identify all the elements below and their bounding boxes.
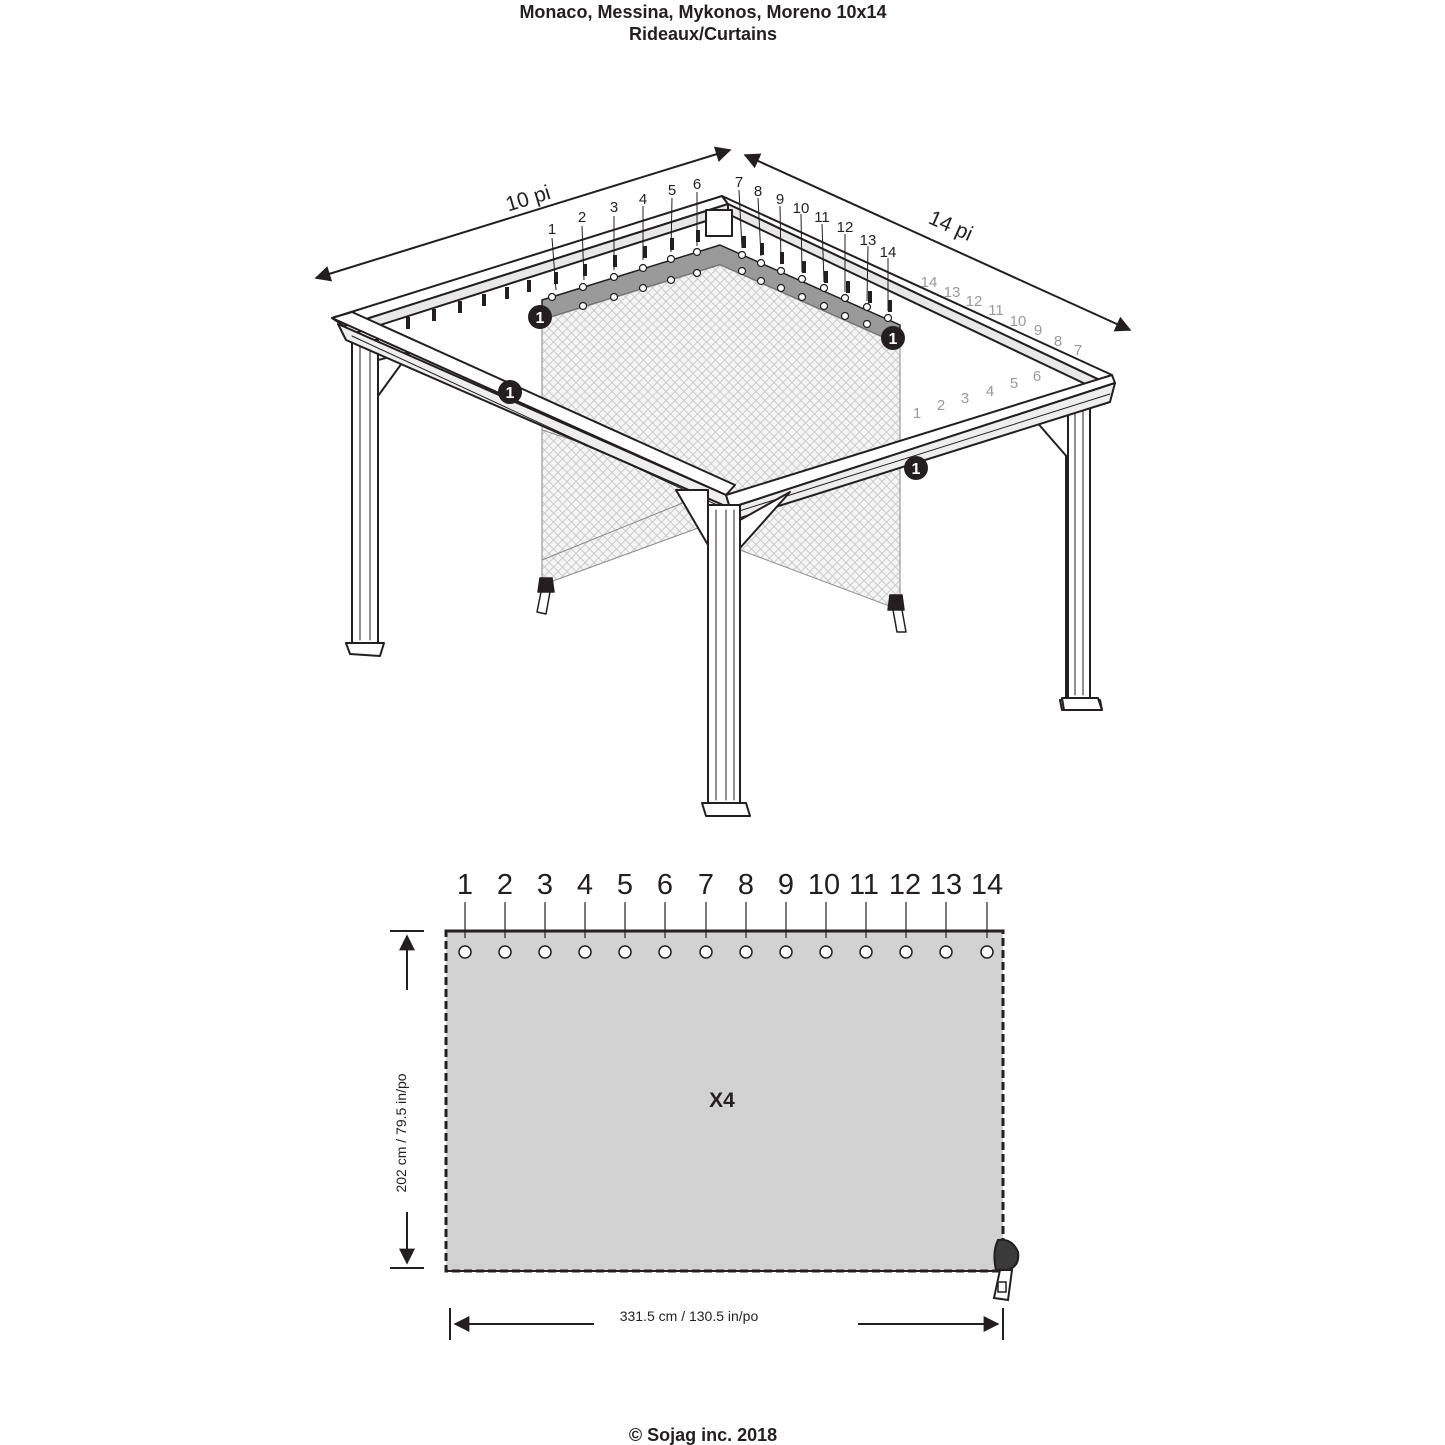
grommet-number: 1: [456, 869, 474, 901]
grommet-number: 4: [576, 869, 594, 901]
grommet-number: 3: [536, 869, 554, 901]
svg-text:1: 1: [888, 331, 898, 348]
panel-zipper: [994, 1240, 1018, 1300]
far-hook-number: 7: [1073, 342, 1083, 359]
panel-height-label: 202 cm / 79.5 in/po: [393, 1073, 409, 1193]
left-post: [346, 340, 410, 656]
hook-number: 12: [836, 219, 854, 236]
svg-text:1: 1: [505, 385, 515, 402]
hook-number: 10: [792, 200, 810, 217]
callout-1-left-beam: [498, 380, 522, 404]
far-hook-number: 3: [960, 390, 970, 407]
hook-number: 6: [692, 176, 702, 193]
grommet-number: 11: [848, 869, 880, 901]
hook-number: 3: [609, 199, 619, 216]
grommet-number: 7: [697, 869, 715, 901]
far-hook-number: 11: [988, 302, 1004, 319]
hook-number: 7: [734, 174, 744, 191]
hook-number: 13: [859, 232, 877, 249]
grommet-number: 6: [656, 869, 674, 901]
callout-1-right-top: [881, 326, 905, 350]
hook-number: 1: [547, 221, 557, 238]
curtain-zipper-left: [537, 578, 554, 614]
grommet-number: 9: [777, 869, 795, 901]
far-hook-number: 10: [1009, 313, 1027, 330]
width-dimension-label: 10 pi: [502, 181, 554, 217]
grommet-number: 14: [970, 869, 1004, 901]
grommet-number: 8: [737, 869, 755, 901]
curtain-zipper-right: [888, 595, 906, 632]
far-hook-number: 8: [1053, 333, 1063, 350]
hook-number: 8: [753, 183, 763, 200]
grommet-number: 13: [929, 869, 963, 901]
far-hook-number: 14: [920, 274, 938, 291]
grommet-number: 5: [616, 869, 634, 901]
far-hook-number: 13: [943, 284, 961, 301]
grommet-number: 2: [496, 869, 514, 901]
far-hook-number: 9: [1033, 322, 1043, 339]
far-hook-number: 1: [912, 405, 922, 422]
hook-number: 9: [775, 191, 785, 208]
grommet-number: 10: [807, 869, 841, 901]
svg-text:1: 1: [911, 461, 921, 478]
title-line-1: Monaco, Messina, Mykonos, Moreno 10x14: [519, 2, 887, 22]
panel-width-label: 331.5 cm / 130.5 in/po: [619, 1308, 759, 1324]
curtain-panel-detail: [390, 869, 1018, 1340]
callout-1-left-top: [528, 305, 552, 329]
hook-number: 14: [879, 244, 897, 261]
far-hook-number: 2: [936, 397, 946, 414]
grommet-number: 12: [888, 869, 922, 901]
copyright-notice: © Sojag inc. 2018: [628, 1425, 778, 1445]
far-hook-number: 4: [985, 383, 995, 400]
hook-number: 4: [638, 191, 648, 208]
hook-number: 11: [814, 209, 830, 226]
far-hook-number: 12: [965, 293, 983, 310]
length-dimension-label: 14 pi: [925, 206, 977, 246]
svg-text:1: 1: [535, 310, 545, 327]
panel-grommet-numbers: [457, 869, 1003, 901]
gazebo-illustration: [332, 196, 1115, 816]
hook-number: 5: [667, 182, 677, 199]
far-hook-number: 6: [1032, 368, 1042, 385]
far-hook-number: 5: [1009, 375, 1019, 392]
panel-quantity-label: X4: [709, 1089, 735, 1112]
hook-number: 2: [577, 209, 587, 226]
title-line-2: Rideaux/Curtains: [628, 24, 778, 44]
callout-1-right-beam: [904, 456, 928, 480]
